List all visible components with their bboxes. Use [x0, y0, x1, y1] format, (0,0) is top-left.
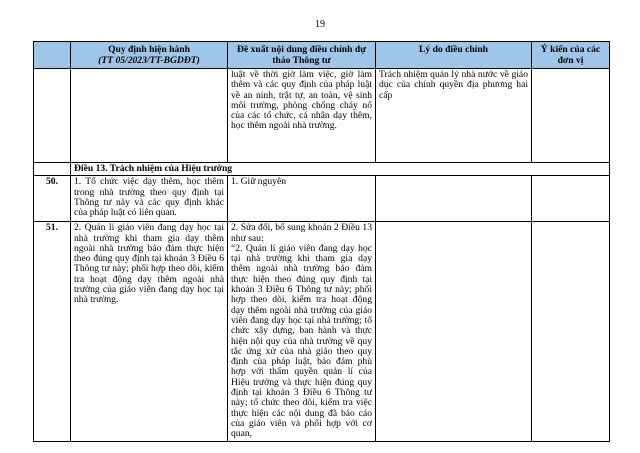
- cell-opinion: [532, 222, 610, 441]
- header-current-title: Quy định hiện hành: [108, 44, 190, 55]
- section-title: Điều 13. Trách nhiệm của Hiệu trưởng: [71, 163, 610, 176]
- page-number: 19: [315, 19, 325, 30]
- cell-proposal: [228, 222, 376, 441]
- cell-opinion: [532, 69, 610, 163]
- table-row: [34, 222, 610, 441]
- cell-opinion: [532, 176, 610, 222]
- cell-current: 2. Quản lí giáo viên đang dạy học tại nhà trường khi tham gia dạy thêm ngoài nhà trường bảo đảm thực hiện theo đúng quy định tại khoản 3 Điều 6 Thông tư này; phối hợp theo dõi, kiểm tra hoạt động dạy thêm ngoài nhà trường của giáo viên đang dạy học tại nhà trường.: [71, 222, 228, 441]
- cell-current: [71, 69, 228, 163]
- cell-stt: 51.: [34, 222, 71, 441]
- section-row: [34, 163, 610, 176]
- header-current-subtitle: (TT 05/2023/TT-BGDĐT): [98, 55, 200, 66]
- cell-stt: 50.: [34, 176, 71, 222]
- header-stt: [34, 42, 71, 69]
- cell-stt: [34, 163, 71, 176]
- header-current-regulation: [71, 42, 228, 69]
- cell-reason: [376, 222, 532, 441]
- table-header-row: [34, 42, 610, 69]
- header-reason: Lý do điều chỉnh: [376, 42, 532, 69]
- header-opinion: Ý kiến của các đơn vị: [532, 42, 610, 69]
- header-proposal: Đề xuất nội dung điều chỉnh dự thảo Thông tư: [228, 42, 376, 69]
- cell-current: 1. Tổ chức việc dạy thêm, học thêm trong nhà trường theo quy định tại Thông tư này và các quy định khác của pháp luật có liên quan.: [71, 176, 228, 222]
- regulation-comparison-table: [33, 41, 610, 442]
- table-row: [34, 176, 610, 222]
- cell-proposal: luật về thời giờ làm việc, giờ làm thêm và các quy định của pháp luật về an ninh, trật tự, an toàn, vệ sinh môi trường, phòng chống cháy nổ của các tổ chức, cá nhân dạy thêm, học thêm ngoài nhà trường.: [228, 69, 376, 163]
- cell-reason: Trách nhiệm quản lý nhà nước về giáo dục của chính quyền địa phương hai cấp: [376, 69, 532, 163]
- cell-reason: [376, 176, 532, 222]
- proposal-body: “2. Quản lí giáo viên đang dạy học tại nhà trường khi tham gia dạy thêm ngoài nhà trường bảo đảm thực hiện theo đúng quy định tại khoản 3 Điều 6 Thông tư này; phối hợp theo dõi, kiểm tra hoạt động dạy thêm ngoài nhà trường của giáo viên đang dạy học tại nhà trường; tổ chức xây dựng, ban hành và thực hiện nội quy của nhà trường về quy tắc ứng xử của nhà giáo theo quy định của pháp luật, bảo đảm phù hợp với thẩm quyền quản lí của Hiệu trưởng và thực hiện đúng quy định tại khoản 3 Điều 6 Thông tư này; tổ chức theo dõi, kiểm tra việc thực hiện các nội dung đã báo cáo của giáo viên và phối hợp với cơ quan,: [231, 242, 372, 440]
- cell-proposal: 1. Giữ nguyên: [228, 176, 376, 222]
- table-row: [34, 69, 610, 163]
- cell-stt: [34, 69, 71, 163]
- proposal-intro: 2. Sửa đổi, bổ sung khoản 2 Điều 13 như sau:: [231, 222, 372, 244]
